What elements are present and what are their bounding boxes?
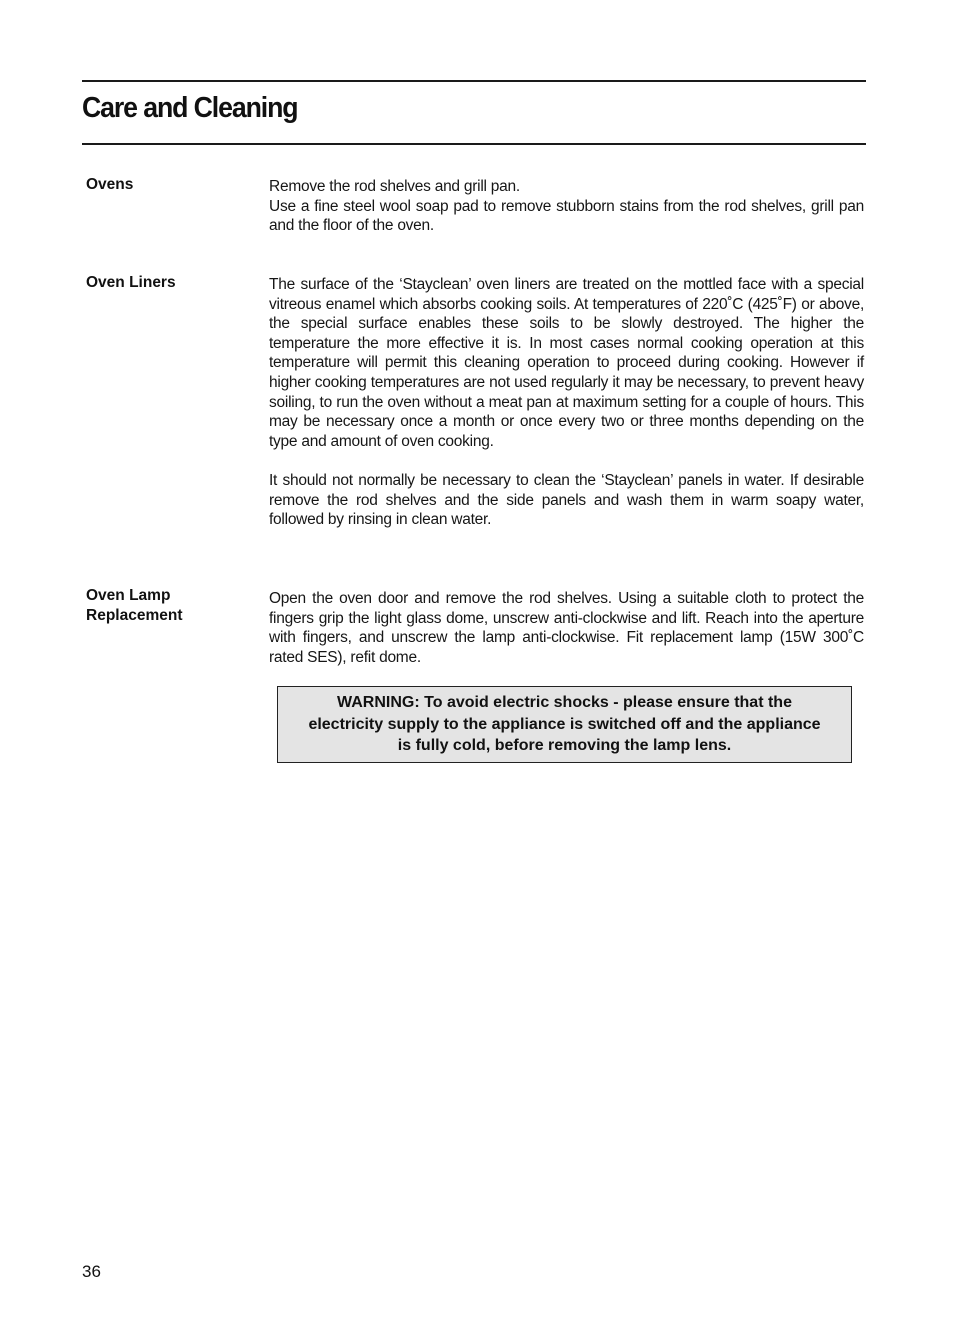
section-body-oven-liners [269, 275, 864, 530]
oven-liners-paragraph-2: It should not normally be necessary to clean the ‘Stayclean’ panels in water. If desirable remove the rod shelves and the side panels and wash them in warm soapy water, followed by rinsing in clean water. [269, 471, 864, 529]
section-label-oven-liners: Oven Liners [86, 274, 176, 291]
section-label-oven-lamp-replacement [86, 586, 182, 626]
header-top-rule [82, 80, 866, 82]
ovens-paragraph-2: Use a fine steel wool soap pad to remove stubborn stains from the rod shelves, grill pan and the floor of the oven. [269, 197, 864, 235]
section-body-ovens [269, 177, 864, 236]
header-bottom-rule [82, 143, 866, 145]
page-number: 36 [82, 1262, 101, 1281]
section-label-ovens: Ovens [86, 176, 134, 193]
warning-text: WARNING: To avoid electric shocks - please ensure that the electricity supply to the appliance is switched off and the appliance is fully cold, before removing the lamp lens. [308, 694, 821, 755]
warning-box [277, 686, 852, 763]
section-label-line-1: Oven Lamp [86, 587, 171, 604]
oven-liners-paragraph-1: The surface of the ‘Stayclean’ oven liners are treated on the mottled face with a special vitreous enamel which absorbs cooking soils. At temperatures of 220˚C (425˚F) or above, the special surface enables these soils to be slowly destroyed. The higher the temperature the more effective it is. In most cases normal cooking operation at this temperature will permit this cleaning operation to proceed during cooking. However if higher cooking temperatures are not used regularly it may be necessary, to prevent heavy soiling, to run the oven without a meat pan at maximum setting for a couple of hours. This may be necessary once a month or once every two or three months depending on the type and amount of oven cooking. [269, 276, 864, 450]
page-title: Care and Cleaning [82, 92, 298, 124]
oven-lamp-paragraph-1: Open the oven door and remove the rod shelves. Using a suitable cloth to protect the fingers grip the light glass dome, unscrew anti-clockwise and lift. Reach into the aperture with fingers, and unscrew the lamp anti-clockwise. Fit replacement lamp (15W 300˚C rated SES), refit dome. [269, 590, 864, 666]
section-body-oven-lamp-replacement [269, 589, 864, 667]
ovens-paragraph-1: Remove the rod shelves and grill pan. [269, 178, 520, 195]
section-label-line-2: Replacement [86, 607, 183, 624]
